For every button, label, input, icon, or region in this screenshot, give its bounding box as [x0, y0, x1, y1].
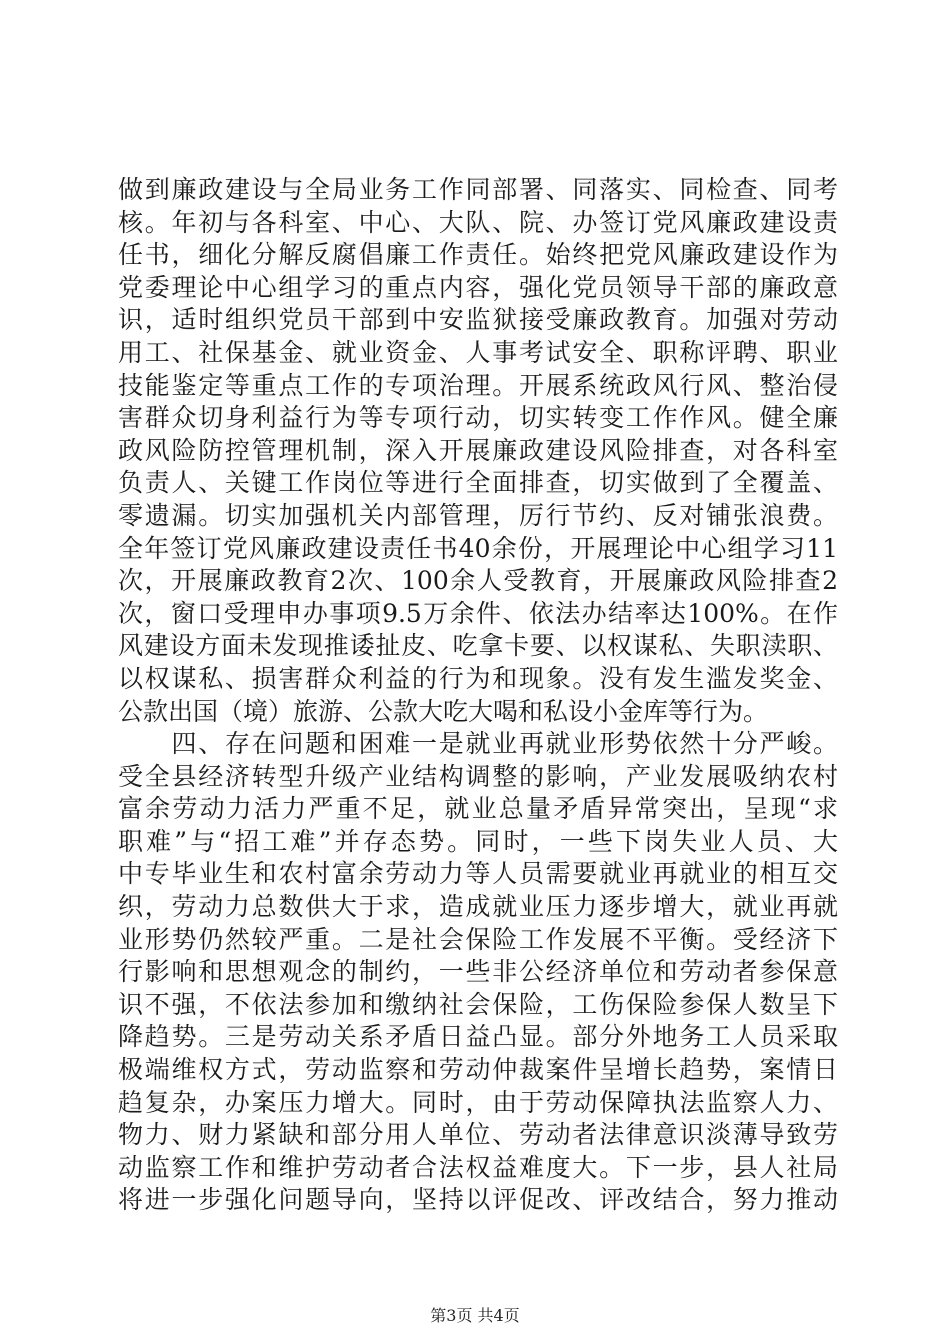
- text-line: 任书，细化分解反腐倡廉工作责任。始终把党风廉政建设作为: [118, 240, 838, 270]
- text-line: 将进一步强化问题导向，坚持以评促改、评改结合，努力推动: [118, 1185, 838, 1215]
- text-line: 政风险防控管理机制，深入开展廉政建设风险排查，对各科室: [118, 435, 838, 465]
- text-line: 核。年初与各科室、中心、大队、院、办签订党风廉政建设责: [118, 207, 838, 237]
- page-number-footer: 第3页 共4页: [430, 1306, 520, 1325]
- text-line: 物力、财力紧缺和部分用人单位、劳动者法律意识淡薄导致劳: [118, 1120, 838, 1150]
- text-line: 公款出国（境）旅游、公款大吃大喝和私设小金库等行为。: [118, 696, 769, 726]
- text-line: 全年签订党风廉政建设责任书40余份，开展理论中心组学习11: [118, 533, 838, 563]
- text-line: 用工、社保基金、就业资金、人事考试安全、职称评聘、职业: [118, 337, 838, 367]
- text-line: 次，开展廉政教育2次、100余人受教育，开展廉政风险排查2: [118, 566, 838, 596]
- text-line: 业形势仍然较严重。二是社会保险工作发展不平衡。受经济下: [118, 924, 838, 954]
- body-text: [118, 174, 838, 1217]
- text-line: 次，窗口受理申办事项9.5万余件、依法办结率达100%。在作: [118, 598, 838, 628]
- text-line: 职难”与“招工难”并存态势。同时，一些下岗失业人员、大: [118, 826, 838, 856]
- text-line: 风建设方面未发现推诿扯皮、吃拿卡要、以权谋私、失职渎职、: [118, 631, 838, 661]
- text-line: 降趋势。三是劳动关系矛盾日益凸显。部分外地务工人员采取: [118, 1022, 838, 1052]
- text-line: 趋复杂，办案压力增大。同时，由于劳动保障执法监察人力、: [118, 1087, 838, 1117]
- text-line: 害群众切身利益行为等专项行动，切实转变工作作风。健全廉: [118, 403, 838, 433]
- text-line: 做到廉政建设与全局业务工作同部署、同落实、同检查、同考: [118, 175, 838, 204]
- text-line: 负责人、关键工作岗位等进行全面排查，切实做到了全覆盖、: [118, 468, 838, 498]
- text-line: 动监察工作和维护劳动者合法权益难度大。下一步，县人社局: [118, 1152, 838, 1182]
- text-line: 识，适时组织党员干部到中安监狱接受廉政教育。加强对劳动: [118, 305, 838, 335]
- text-line: 织，劳动力总数供大于求，造成就业压力逐步增大，就业再就: [118, 892, 838, 922]
- text-line: 党委理论中心组学习的重点内容，强化党员领导干部的廉政意: [118, 272, 838, 302]
- text-line: 受全县经济转型升级产业结构调整的影响，产业发展吸纳农村: [118, 761, 838, 791]
- text-line: 识不强，不依法参加和缴纳社会保险，工伤保险参保人数呈下: [118, 989, 838, 1019]
- text-line: 四、存在问题和困难一是就业再就业形势依然十分严峻。: [118, 729, 838, 759]
- text-line: 零遗漏。切实加强机关内部管理，厉行节约、反对铺张浪费。: [118, 500, 838, 530]
- text-line: 技能鉴定等重点工作的专项治理。开展系统政风行风、整治侵: [118, 370, 838, 400]
- text-line: 中专毕业生和农村富余劳动力等人员需要就业再就业的相互交: [118, 859, 838, 889]
- text-line: 富余劳动力活力严重不足，就业总量矛盾异常突出，呈现“求: [118, 794, 838, 824]
- text-line: 行影响和思想观念的制约，一些非公经济单位和劳动者参保意: [118, 957, 838, 987]
- text-line: 以权谋私、损害群众利益的行为和现象。没有发生滥发奖金、: [118, 663, 838, 693]
- text-line: 极端维权方式，劳动监察和劳动仲裁案件呈增长趋势，案情日: [118, 1055, 838, 1085]
